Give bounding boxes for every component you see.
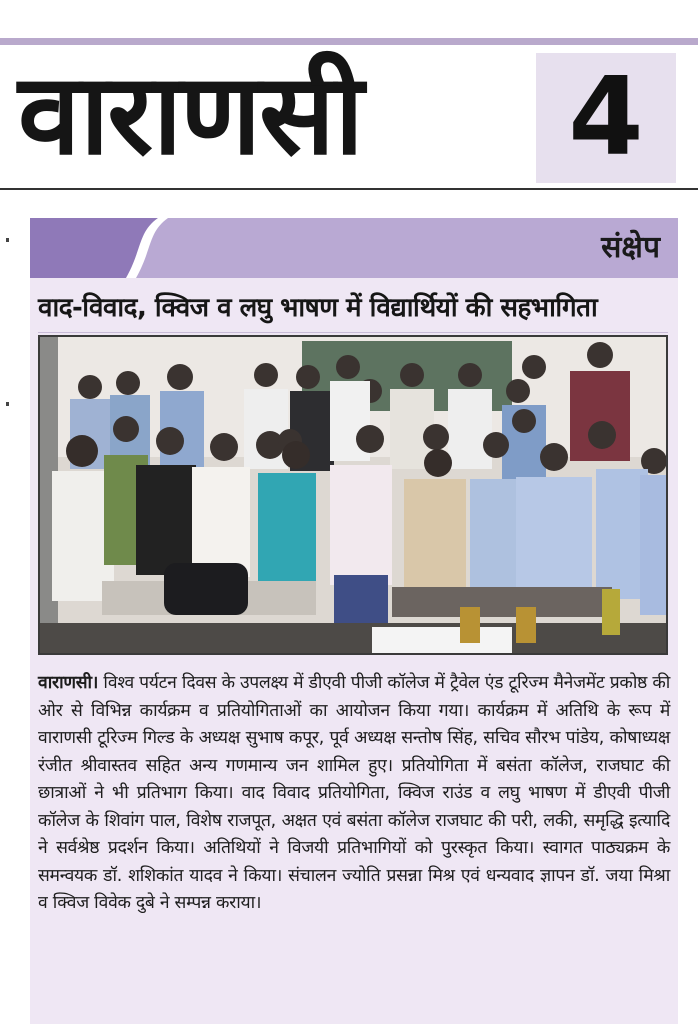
masthead — [0, 45, 698, 190]
section-band — [30, 218, 678, 278]
group-photo-illustration — [40, 337, 666, 653]
group-photo — [38, 335, 668, 655]
masthead-rule — [0, 188, 698, 190]
band-swoosh-graphic — [30, 218, 678, 278]
column-edge-mark — [6, 402, 9, 406]
top-rule — [0, 38, 698, 45]
headline: वाद-विवाद, क्विज व लघु भाषण में विद्यार्थियों की सहभागिता — [38, 293, 598, 323]
page-number-box — [536, 53, 676, 183]
dateline: वाराणसी। — [38, 673, 99, 693]
column-edge-mark — [6, 238, 9, 242]
article-body — [38, 670, 670, 918]
city-title: वाराणसी — [18, 50, 362, 180]
news-brief — [30, 218, 678, 1024]
section-label: संक्षेप — [601, 230, 660, 265]
headline-rule — [38, 332, 668, 333]
page-number: 4 — [568, 55, 644, 180]
article-body-text: विश्व पर्यटन दिवस के उपलक्ष्य में डीएवी पीजी कॉलेज में ट्रैवेल एंड टूरिज्म मैनेजमेंट प्रकोष्ठ की ओर से विभिन्न कार्यक्रम व प्रतियोगिताओं का आयोजन किया गया। कार्यक्रम में अतिथि के रूप में वाराणसी टूरिज्म गिल्ड के अध्यक्ष सुभाष कपूर, पूर्व अध्यक्ष सन्तोष सिंह, सचिव सौरभ पांडेय, कोषाध्यक्ष रंजीत श्रीवास्तव सहित अन्य गणमान्य जन शामिल हुए। प्रतियोगिता में बसंता कॉलेज, राजघाट की छात्राओं ने भी प्रतिभाग किया। वाद विवाद प्रतियोगिता, क्विज राउंड व लघु भाषण में डीएवी पीजी कॉलेज के शिवांग पाल, विशेष राजपूत, अक्षत एवं बसंता कॉलेज राजघाट की परी, लकी, समृद्धि इत्यादि ने सर्वश्रेष्ठ प्रदर्शन किया। अतिथियों ने विजयी प्रतिभागियों को पुरस्कृत किया। स्वागत पाठ्यक्रम के समन्वयक डॉ. शशिकांत यादव ने किया। संचालन ज्योति प्रसन्ना मिश्र एवं धन्यवाद ज्ञापन डॉ. जया मिश्रा व क्विज विवेक दुबे ने सम्पन्न कराया। — [38, 673, 670, 913]
